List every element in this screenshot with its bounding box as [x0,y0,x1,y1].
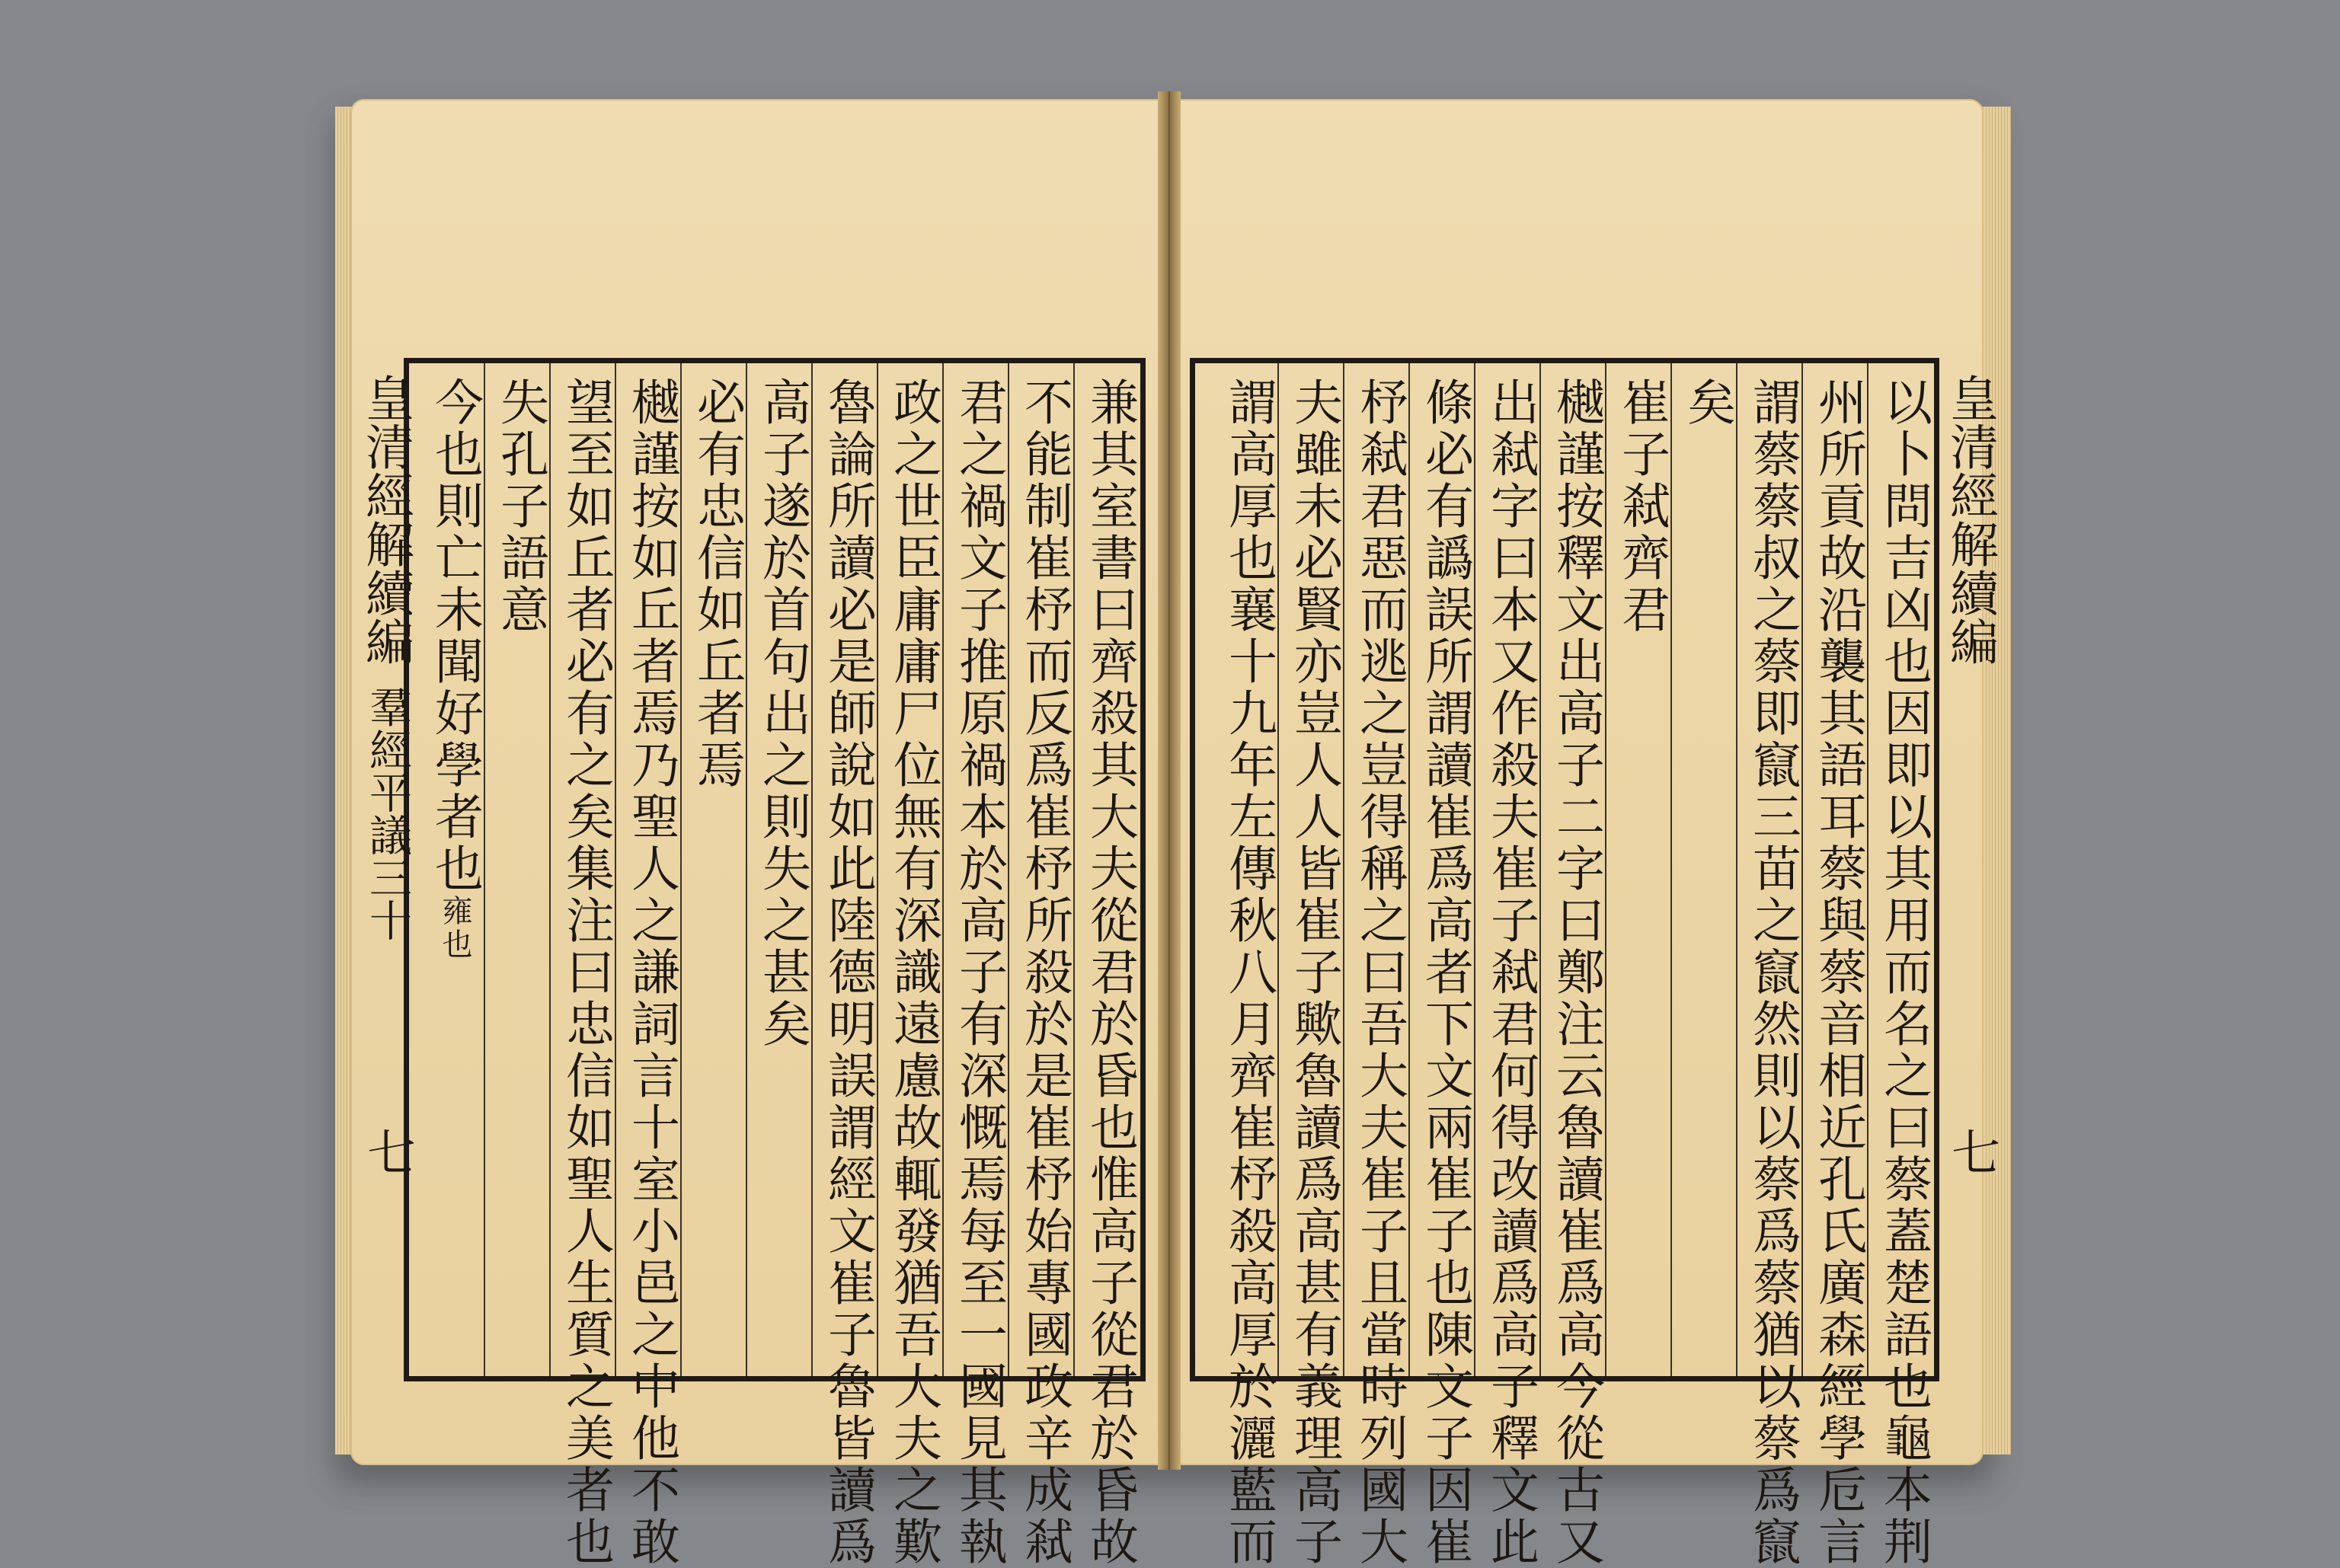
column-rule [549,363,551,1376]
right-column-11: 謂高厚也襄十九年左傳秋八月齊崔杼殺高厚於灑藍而 [1220,377,1277,1568]
book-gutter [1158,91,1181,1470]
column-rule [680,363,682,1376]
left-column-5: 魯論所讀必是師說如此陸德明誤謂經文崔子魯皆讀爲 [820,377,876,1568]
left-column-10: 失孔子語意 [492,377,548,636]
column-rule [615,363,616,1376]
left-folio: 七 [359,1127,415,1176]
left-column-3: 君之禍文子推原禍本於高子有深慨焉每至一國見其執 [951,377,1007,1568]
column-rule [877,363,878,1376]
right-page-edges [1980,107,2011,1455]
column-rule [1408,363,1410,1376]
column-rule [1008,363,1009,1376]
left-column-2: 不能制崔杼而反爲崔杼所殺於是崔杼始專國政辛成弒 [1016,377,1072,1568]
right-margin-title: 皇清經解續編 [1942,373,1998,666]
column-rule [1343,363,1344,1376]
left-text-frame [404,358,1146,1568]
right-column-6: 樾謹按釋文出高子二字曰鄭注云魯讀崔爲高今從古又 [1548,377,1604,1568]
right-column-8: 條必有譌誤所謂讀崔爲高者下文兩崔子也陳文子因崔 [1417,377,1473,1568]
right-column-5: 崔子弒齊君 [1613,377,1670,636]
column-rule [1605,363,1606,1376]
column-rule [1474,363,1475,1376]
column-rule [942,363,944,1376]
column-rule [746,363,747,1376]
column-rule [484,363,485,1376]
column-rule [1736,363,1737,1376]
right-column-2: 州所貢故沿襲其語耳蔡與蔡音相近孔氏廣森經學卮言 [1810,377,1866,1568]
column-rule [1073,363,1075,1376]
column-rule [1539,363,1541,1376]
right-column-10: 夫雖未必賢亦豈人人皆崔子歟魯讀爲高甚有義理高子 [1286,377,1342,1568]
column-rule [811,363,813,1376]
right-column-1: 以卜問吉凶也因即以其用而名之曰蔡蓋楚語也龜本荆 [1875,377,1932,1568]
left-column-6: 高子遂於首句出之則失之甚矣 [754,377,810,1050]
left-margin-title: 皇清經解續編 [357,373,414,666]
left-column-11-main: 今也則亡未聞好學者也 [427,377,483,895]
left-column-9: 望至如丘者必有之矣集注曰忠信如聖人生質之美者也 [558,377,614,1568]
left-column-7: 必有忠信如丘者焉 [689,377,745,791]
right-column-9: 杼弒君惡而逃之豈得稱之曰吾大夫崔子且當時列國大 [1351,377,1408,1568]
right-column-7: 出弒字曰本又作殺夫崔子弒君何得改讀爲高子釋文此 [1482,377,1539,1568]
right-text-frame [1190,358,1939,1568]
right-column-4: 矣 [1679,377,1735,429]
left-column-4: 政之世臣庸庸尸位無有深識遠慮故輒發猶吾大夫之歎 [885,377,941,1568]
left-margin-section: 羣經平議三十 [363,685,412,941]
column-rule [1670,363,1672,1376]
column-rule [1277,363,1279,1376]
left-column-1: 兼其室書曰齊殺其大夫從君於昏也惟高子從君於昏故 [1082,377,1138,1568]
left-column-8: 樾謹按如丘者焉乃聖人之謙詞言十室小邑之中他不敢 [623,377,679,1568]
left-column-11 [427,363,483,1376]
right-column-3: 謂蔡蔡叔之蔡即竄三苗之竄然則以蔡爲蔡猶以蔡爲竄 [1744,377,1801,1568]
right-folio: 七 [1943,1127,2000,1176]
column-rule [1867,363,1868,1376]
column-rule [1801,363,1803,1376]
left-column-11-note: 雍也 [437,895,472,962]
